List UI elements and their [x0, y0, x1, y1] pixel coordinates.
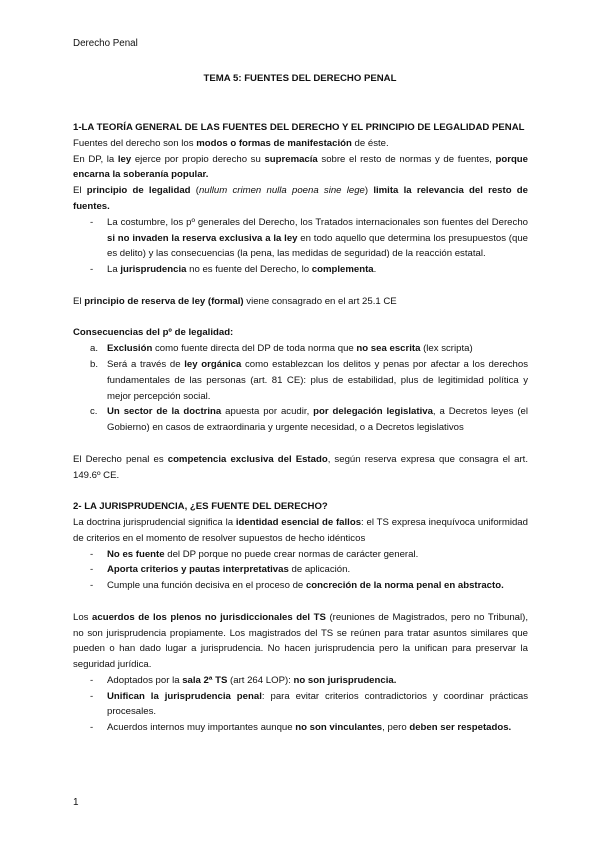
list-item: - No es fuente del DP porque no puede crear normas de carácter general. — [73, 547, 528, 563]
section-1-heading: 1-LA TEORÍA GENERAL DE LAS FUENTES DEL DERECHO Y EL PRINCIPIO DE LEGALIDAD PENAL — [73, 122, 525, 133]
list-item: - Cumple una función decisiva en el proceso de concreción de la norma penal en abstracto. — [73, 578, 528, 594]
list-item: b. Será a través de ley orgánica como establezcan los delitos y penas por afectar a los derechos fundamentales de las personas (art. 81 CE): plus de estabilidad, plus de legitimidad política y mejor percepción social. — [90, 358, 528, 402]
s2-paragraph-1: La doctrina jurisprudencial significa la identidad esencial de fallos: el TS expresa inequívoca uniformidad de criterios en el momento de resolver supuestos de hecho idénticos — [73, 516, 528, 544]
s1-paragraph-5: El Derecho penal es competencia exclusiva del Estado, según reserva expresa que consagra el art. 149.6º CE. — [73, 453, 528, 481]
list-item: - Adoptados por la sala 2ª TS (art 264 LOP): no son jurisprudencia. — [73, 673, 528, 689]
s2-bullet-list-2 — [73, 673, 528, 736]
list-item: - Aporta criterios y pautas interpretativas de aplicación. — [73, 562, 528, 578]
document-body — [73, 120, 528, 736]
consequences-list — [73, 341, 528, 436]
s1-paragraph-2: En DP, la ley ejerce por propio derecho su supremacía sobre el resto de normas y de fuentes, porque encarna la soberanía popular. — [73, 153, 528, 181]
list-item: - Acuerdos internos muy importantes aunque no son vinculantes, pero deben ser respetados. — [73, 720, 528, 736]
page-title: TEMA 5: FUENTES DEL DERECHO PENAL — [203, 73, 397, 84]
s1-paragraph-1: Fuentes del derecho son los modos o formas de manifestación de éste. — [73, 137, 389, 149]
s2-bullet-list — [73, 547, 528, 594]
s1-bullet-list — [73, 215, 528, 278]
s1-paragraph-4: El principio de reserva de ley (formal) viene consagrado en el art 25.1 CE — [73, 295, 397, 307]
list-item: - La jurisprudencia no es fuente del Derecho, lo complementa. — [73, 262, 528, 278]
s2-paragraph-2: Los acuerdos de los plenos no jurisdiccionales del TS (reuniones de Magistrados, pero no Tribunal), no son jurisprudencia propiamente. Los magistrados del TS se reúnen para tratar asuntos similares que pueden o han dado lugar a jurisprudencia. No hacen jurisprudencia pero la unifican para preservar la seguridad jurídica. — [73, 611, 528, 671]
list-item: - Unifican la jurisprudencia penal: para evitar criterios contradictorios y coordinar prácticas procesales. — [73, 689, 528, 721]
page-number: 1 — [73, 797, 79, 808]
list-item: a. Exclusión como fuente directa del DP de toda norma que no sea escrita (lex scripta) — [90, 343, 473, 355]
page-header: Derecho Penal — [73, 38, 138, 49]
s1-paragraph-3: El principio de legalidad (nullum crimen nulla poena sine lege) limita la relevancia del resto de fuentes. — [73, 185, 528, 212]
list-item: c. Un sector de la doctrina apuesta por acudir, por delegación legislativa, a Decretos leyes (el Gobierno) en casos de extraordinaria y urgente necesidad, o a Decretos legislativos — [90, 406, 528, 434]
section-2-heading: 2- LA JURISPRUDENCIA, ¿ES FUENTE DEL DERECHO? — [73, 501, 328, 513]
list-item: - La costumbre, los pº generales del Derecho, los Tratados internacionales son fuentes del Derecho si no invaden la reserva exclusiva a la ley en todo aquello que determina los presupuestos (que es delito) y las consecuencias (la pena, las medidas de seguridad) de la reacción estatal. — [73, 215, 528, 262]
consequences-heading: Consecuencias del pº de legalidad: — [73, 327, 234, 339]
